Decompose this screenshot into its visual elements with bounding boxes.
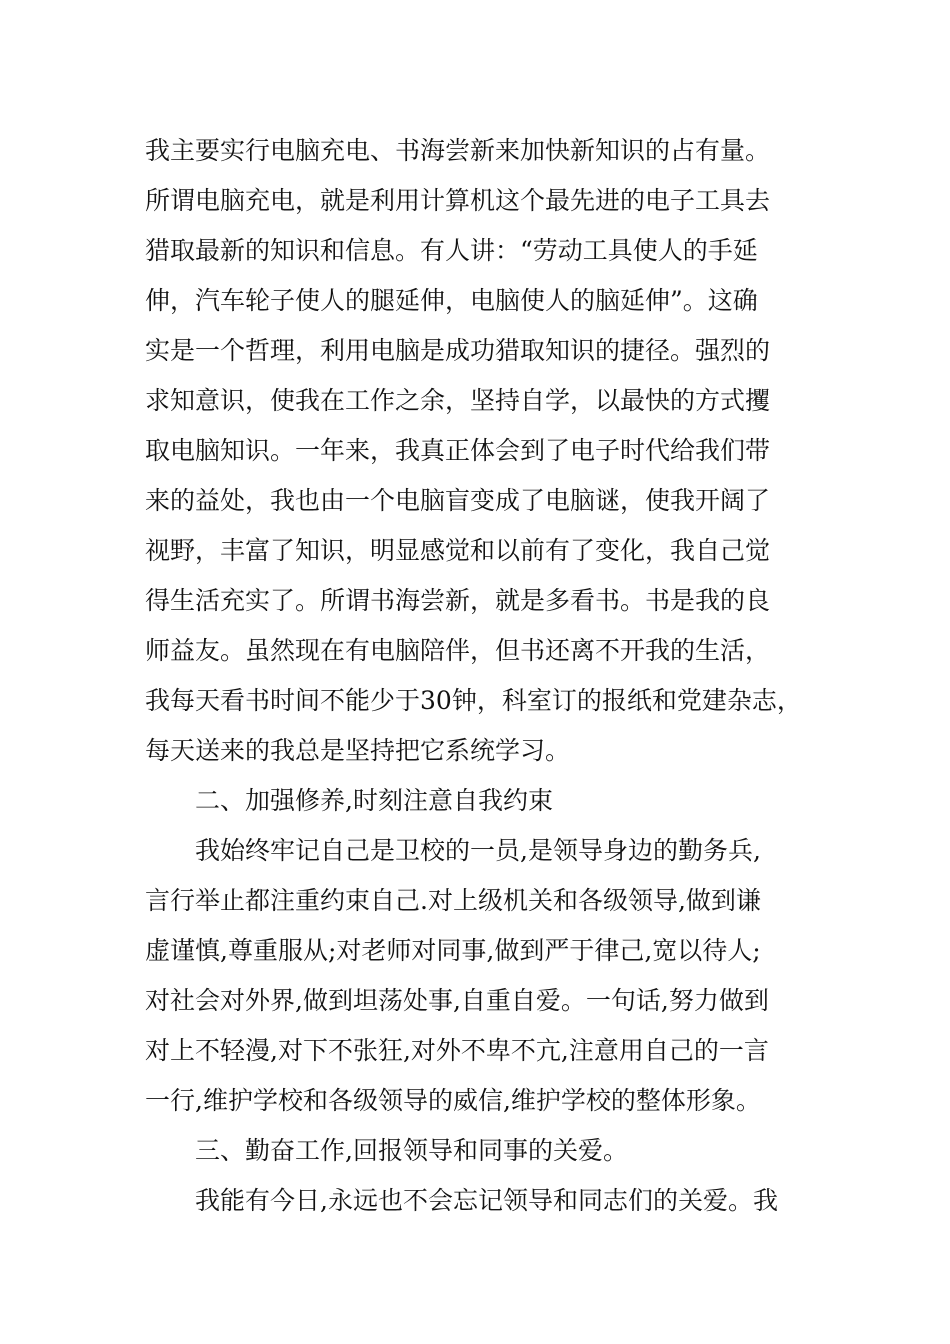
document-body xyxy=(145,126,825,1226)
paragraph-1-line-6: 求知意识，使我在工作之余，坚持自学，以最快的方式攫 xyxy=(145,386,771,415)
paragraph-1-line-12: 我每天看书时间不能少于30钟，科室订的报纸和党建杂志， xyxy=(145,686,802,715)
paragraph-1-line-5: 实是一个哲理，利用电脑是成功猎取知识的捷径。强烈的 xyxy=(145,336,771,365)
paragraph-1-line-1: 我主要实行电脑充电、书海尝新来加快新知识的占有量。 xyxy=(145,136,771,165)
section-heading-3: 三、勤奋工作,回报领导和同事的关爱。 xyxy=(195,1136,628,1165)
paragraph-2-line-3: 虚谨慎,尊重服从;对老师对同事,做到严于律己,宽以待人; xyxy=(145,936,761,965)
paragraph-2-line-6: 一行,维护学校和各级领导的威信,维护学校的整体形象。 xyxy=(145,1086,761,1115)
section-heading-2: 二、加强修养,时刻注意自我约束 xyxy=(195,786,553,815)
paragraph-1-line-4: 伸，汽车轮子使人的腿延伸，电脑使人的脑延伸”。这确 xyxy=(145,286,758,315)
paragraph-1-line-3: 猎取最新的知识和信息。有人讲：“劳动工具使人的手延 xyxy=(145,236,758,265)
paragraph-1-line-2: 所谓电脑充电，就是利用计算机这个最先进的电子工具去 xyxy=(145,186,771,215)
paragraph-1-line-8: 来的益处，我也由一个电脑盲变成了电脑谜，使我开阔了 xyxy=(145,486,771,515)
paragraph-1-line-11: 师益友。虽然现在有电脑陪伴，但书还离不开我的生活， xyxy=(145,636,771,665)
paragraph-1-line-7: 取电脑知识。一年来，我真正体会到了电子时代给我们带 xyxy=(145,436,771,465)
paragraph-2-line-1: 我始终牢记自己是卫校的一员,是领导身边的勤务兵, xyxy=(195,836,761,865)
paragraph-3-line-1: 我能有今日,永远也不会忘记领导和同志们的关爱。我 xyxy=(195,1186,778,1215)
paragraph-2-line-2: 言行举止都注重约束自己.对上级机关和各级领导,做到谦 xyxy=(145,886,761,915)
paragraph-1-line-13: 每天送来的我总是坚持把它系统学习。 xyxy=(145,736,571,765)
paragraph-1-line-9: 视野，丰富了知识，明显感觉和以前有了变化，我自己觉 xyxy=(145,536,771,565)
paragraph-2-line-4: 对社会对外界,做到坦荡处事,自重自爱。一句话,努力做到 xyxy=(145,986,769,1015)
paragraph-1-line-10: 得生活充实了。所谓书海尝新，就是多看书。书是我的良 xyxy=(145,586,771,615)
paragraph-2-line-5: 对上不轻漫,对下不张狂,对外不卑不亢,注意用自己的一言 xyxy=(145,1036,769,1065)
